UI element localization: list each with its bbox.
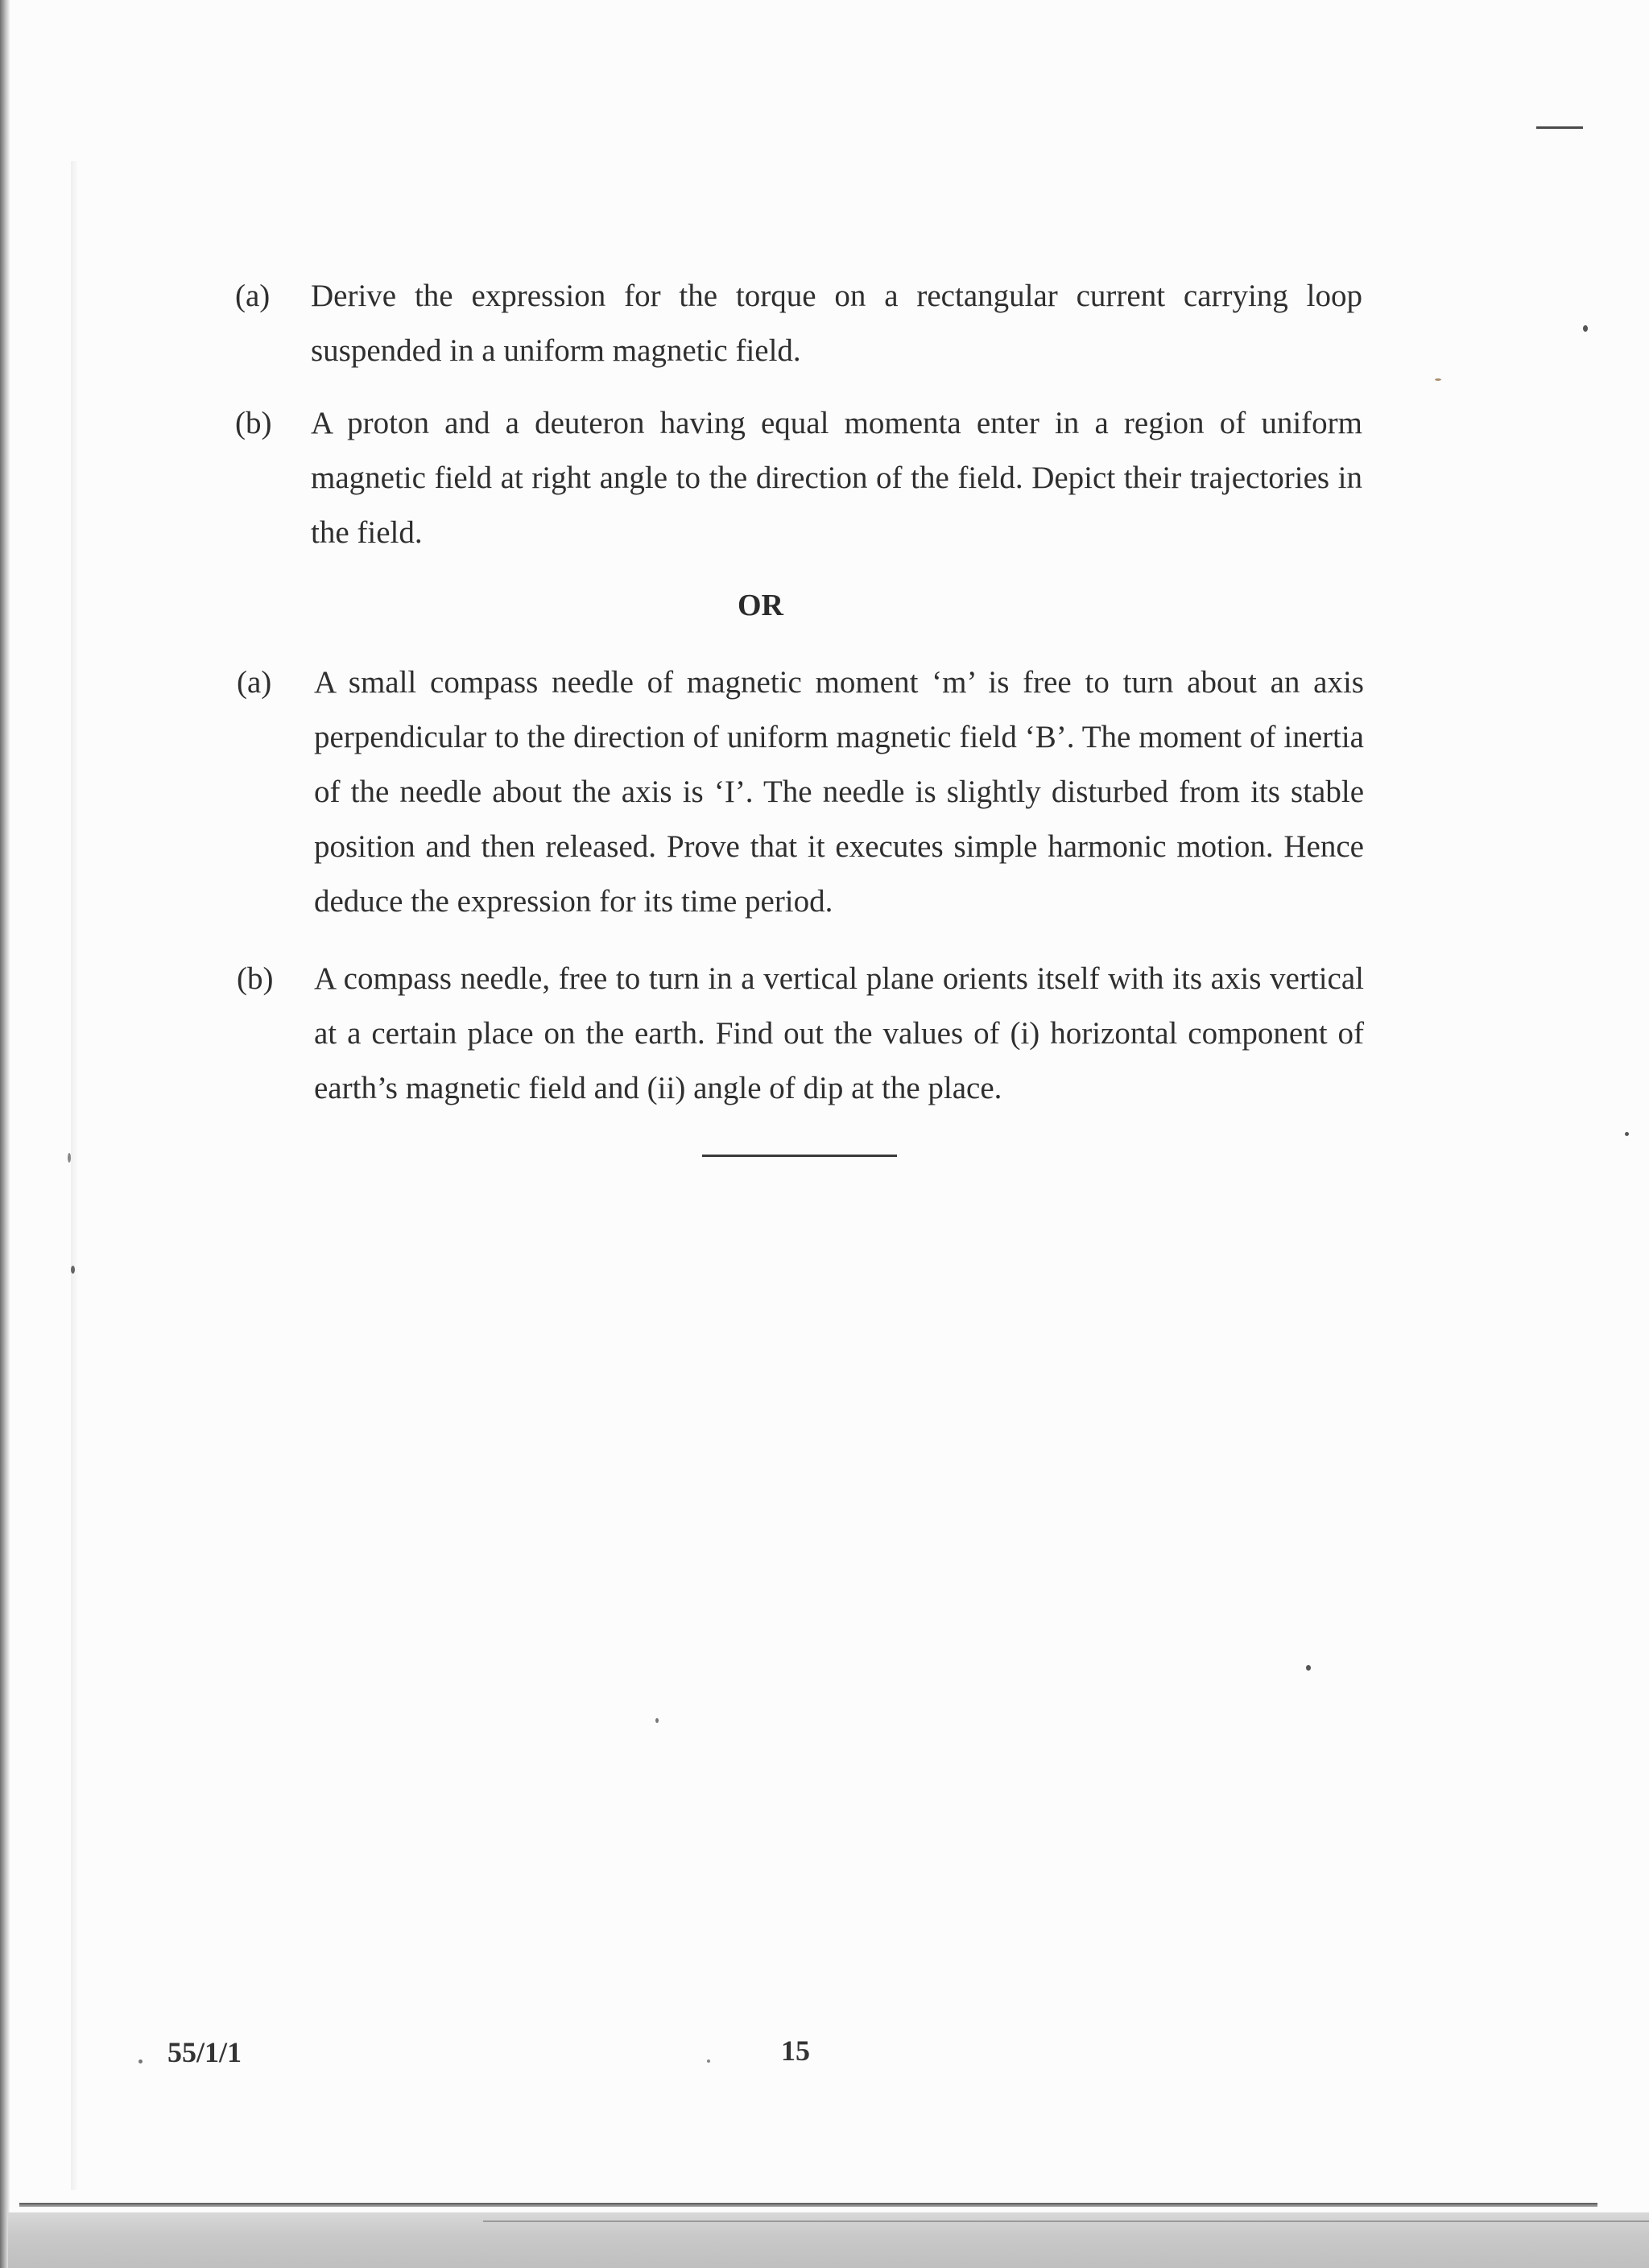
question-label: (a) xyxy=(235,279,271,313)
scan-speck xyxy=(707,2059,710,2063)
page-number: 15 xyxy=(781,2035,810,2067)
question-label: (a) xyxy=(237,665,272,700)
scan-left-shadow xyxy=(0,0,10,2268)
or-label: OR xyxy=(738,589,783,622)
scan-speck xyxy=(138,2059,143,2064)
scan-bottom-edge xyxy=(19,2203,1597,2207)
scan-speck xyxy=(1306,1665,1311,1671)
scan-speck xyxy=(1583,325,1588,332)
scan-inner-edge xyxy=(71,161,79,2190)
scan-speck xyxy=(655,1718,659,1723)
scan-bottom-stripe xyxy=(483,2220,1649,2222)
question-text: A compass needle, free to turn in a vertical plane orients itself with its axis vertical at a certain place on the earth. Find out the values of (i) horizontal component of earth’s magnetic field and (ii) angle of dip at the place. xyxy=(314,961,1364,1105)
corner-mark xyxy=(1536,126,1583,129)
scan-speck xyxy=(71,1266,75,1274)
end-of-section-rule xyxy=(702,1155,897,1157)
question-label: (b) xyxy=(235,406,272,440)
scan-speck xyxy=(1625,1132,1629,1136)
question-label: (b) xyxy=(237,961,274,996)
question-text: A proton and a deuteron having equal momenta enter in a region of uniform magnetic field at right angle to the direction of the field. Depict their trajectories in the field. xyxy=(311,406,1362,550)
question-text: Derive the expression for the torque on a rectangular current carrying loop suspended in a uniform magnetic field. xyxy=(311,279,1362,368)
scan-speck xyxy=(68,1153,71,1163)
paper-code: 55/1/1 xyxy=(167,2036,242,2068)
scan-speck xyxy=(1435,378,1441,381)
question-text: A small compass needle of magnetic moment ‘m’ is free to turn about an axis perpendicular to the direction of uniform magnetic field ‘B’. The moment of inertia of the needle about the axis is ‘I’. The needle is slightly disturbed from its stable position and then released. Prove that it executes simple harmonic motion. Hence deduce the expression for its time period. xyxy=(314,665,1364,919)
